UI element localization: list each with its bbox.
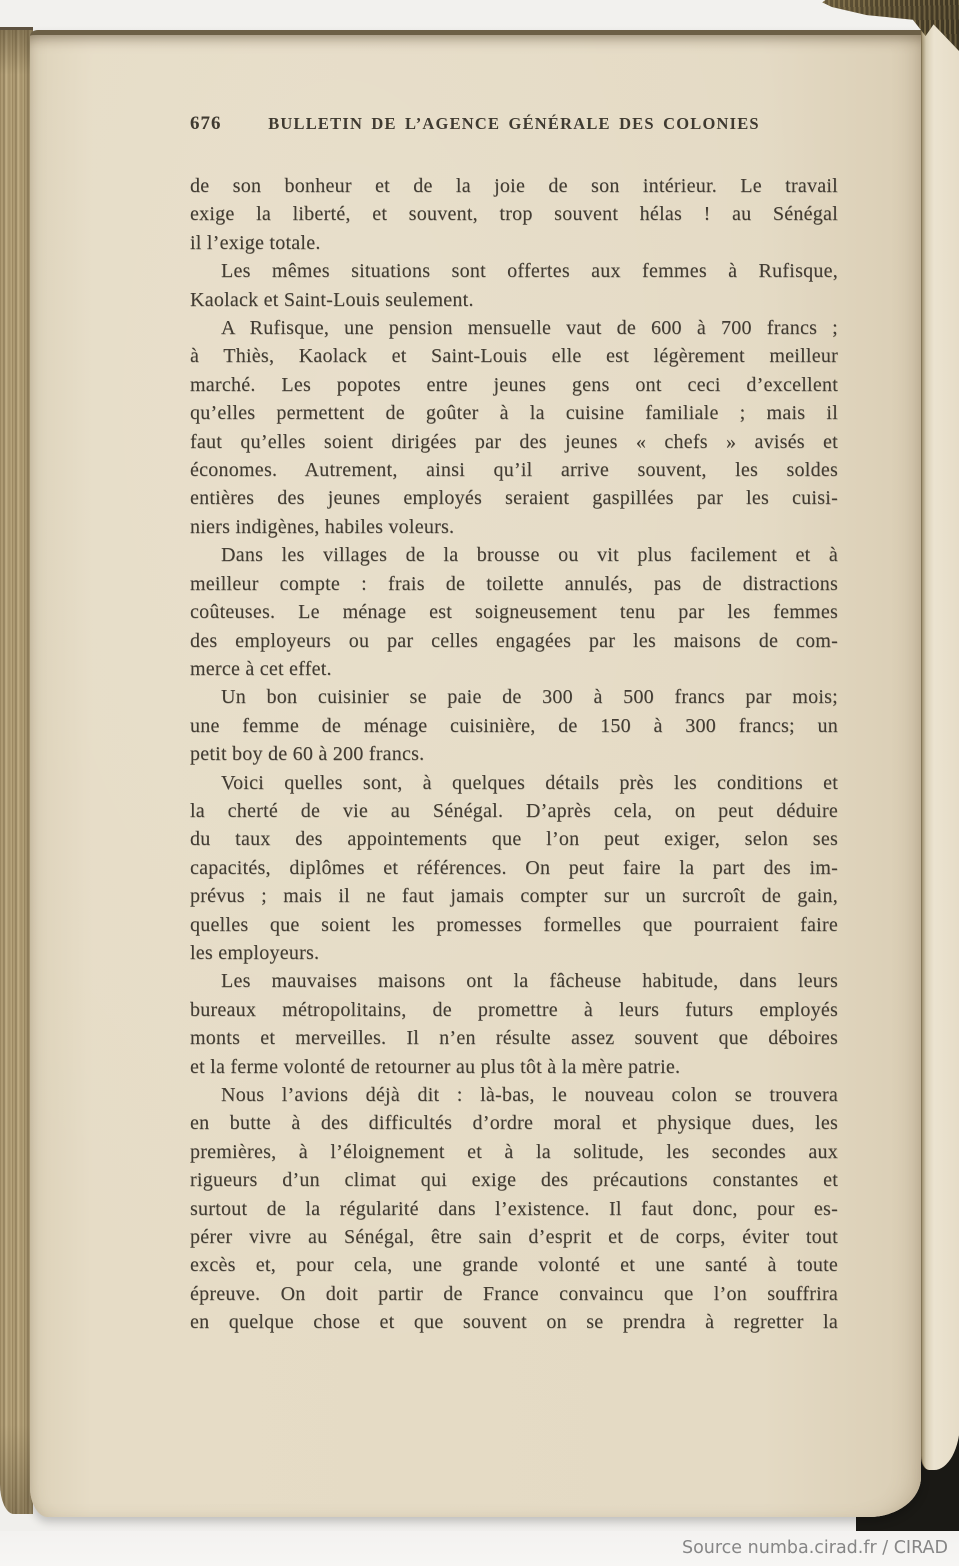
text-line: économes. Autrement, ainsi qu’il arrive souvent, les soldes xyxy=(190,459,838,482)
text-line: épreuve. On doit partir de France convaincu que l’on souffrira xyxy=(190,1282,838,1305)
text-line: du taux des appointements que l’on peut exiger, selon ses xyxy=(190,828,838,851)
text-line: Dans les villages de la brousse ou vit plus facilement et à xyxy=(221,544,838,567)
text-line: il l’exige totale. xyxy=(190,231,321,254)
text-line: Kaolack et Saint-Louis seulement. xyxy=(190,288,474,311)
text-line: A Rufisque, une pension mensuelle vaut de 600 à 700 francs ; xyxy=(221,317,838,340)
text-line: Les mauvaises maisons ont la fâcheuse habitude, dans leurs xyxy=(221,970,838,993)
text-line: les employeurs. xyxy=(190,941,320,964)
text-line: une femme de ménage cuisinière, de 150 à 300 francs; un xyxy=(190,714,838,737)
facing-page-edge xyxy=(921,22,959,1470)
text-line: Les mêmes situations sont offertes aux femmes à Rufisque, xyxy=(221,260,838,283)
book-page xyxy=(30,30,921,1517)
text-line: prévus ; mais il ne faut jamais compter sur un surcroît de gain, xyxy=(190,885,838,908)
paragraph xyxy=(190,314,838,541)
text-line: excès et, pour cela, une grande volonté et une santé à toute xyxy=(190,1254,838,1277)
text-line: en butte à des difficultés d’ordre moral et physique dues, les xyxy=(190,1112,838,1135)
text-line: rigueurs d’un climat qui exige des précautions constantes et xyxy=(190,1169,838,1192)
text-line: niers indigènes, habiles voleurs. xyxy=(190,515,455,538)
text-line: des employeurs ou par celles engagées par les maisons de com- xyxy=(190,629,838,652)
text-line: Voici quelles sont, à quelques détails près les conditions et xyxy=(221,771,838,794)
scan-footer xyxy=(0,1531,959,1566)
paragraph xyxy=(190,683,838,768)
paragraph xyxy=(190,541,838,683)
text-line: premières, à l’éloignement et à la solitude, les secondes aux xyxy=(190,1140,838,1163)
text-line: quelles que soient les promesses formelles que pourraient faire xyxy=(190,913,838,936)
text-line: de son bonheur et de la joie de son intérieur. Le travail xyxy=(190,175,838,197)
text-line: capacités, diplômes et références. On peut faire la part des im- xyxy=(190,856,838,879)
paragraph xyxy=(190,172,838,257)
text-line: marché. Les popotes entre jeunes gens ont ceci d’excellent xyxy=(190,373,838,396)
running-title: BULLETIN DE L’AGENCE GÉNÉRALE DES COLONIES xyxy=(268,114,760,133)
page-number: 676 xyxy=(190,113,222,134)
source-credit: Source numba.cirad.fr / CIRAD xyxy=(681,1538,948,1558)
text-line: la cherté de vie au Sénégal. D’après cela, on peut déduire xyxy=(190,799,838,822)
text-line: merce à cet effet. xyxy=(190,657,332,680)
text-line: qu’elles permettent de goûter à la cuisine familiale ; mais il xyxy=(190,402,838,425)
text-line: surtout de la régularité dans l’existence. Il faut donc, pour es- xyxy=(190,1197,838,1220)
text-line: faut qu’elles soient dirigées par des jeunes « chefs » avisés et xyxy=(190,430,838,453)
paragraph xyxy=(190,1081,838,1337)
text-line: et la ferme volonté de retourner au plus tôt à la mère patrie. xyxy=(190,1055,681,1078)
page-text xyxy=(190,172,838,1337)
paragraph xyxy=(190,967,838,1081)
text-line: en quelque chose et que souvent on se prendra à regretter la xyxy=(190,1311,838,1334)
text-line: pérer vivre au Sénégal, être sain d’esprit et de corps, éviter tout xyxy=(190,1226,838,1249)
text-line: exige la liberté, et souvent, trop souvent hélas ! au Sénégal xyxy=(190,203,838,226)
text-line: petit boy de 60 à 200 francs. xyxy=(190,743,425,766)
text-line: coûteuses. Le ménage est soigneusement tenu par les femmes xyxy=(190,601,838,624)
paragraph xyxy=(190,257,838,314)
text-line: monts et merveilles. Il n’en résulte assez souvent que déboires xyxy=(190,1027,838,1050)
text-line: Nous l’avions déjà dit : là-bas, le nouveau colon se trouvera xyxy=(221,1084,838,1106)
paragraph xyxy=(190,769,838,968)
text-line: Un bon cuisinier se paie de 300 à 500 francs par mois; xyxy=(221,686,838,709)
page-content xyxy=(190,113,838,1337)
text-line: meilleur compte : frais de toilette annulés, pas de distractions xyxy=(190,572,838,595)
text-line: à Thiès, Kaolack et Saint-Louis elle est légèrement meilleur xyxy=(190,345,838,368)
page-header xyxy=(190,113,838,137)
text-line: bureaux métropolitains, de promettre à leurs futurs employés xyxy=(190,998,838,1021)
book-page-edges-left xyxy=(0,27,33,1514)
text-line: entières des jeunes employés seraient gaspillées par les cuisi- xyxy=(190,487,838,510)
